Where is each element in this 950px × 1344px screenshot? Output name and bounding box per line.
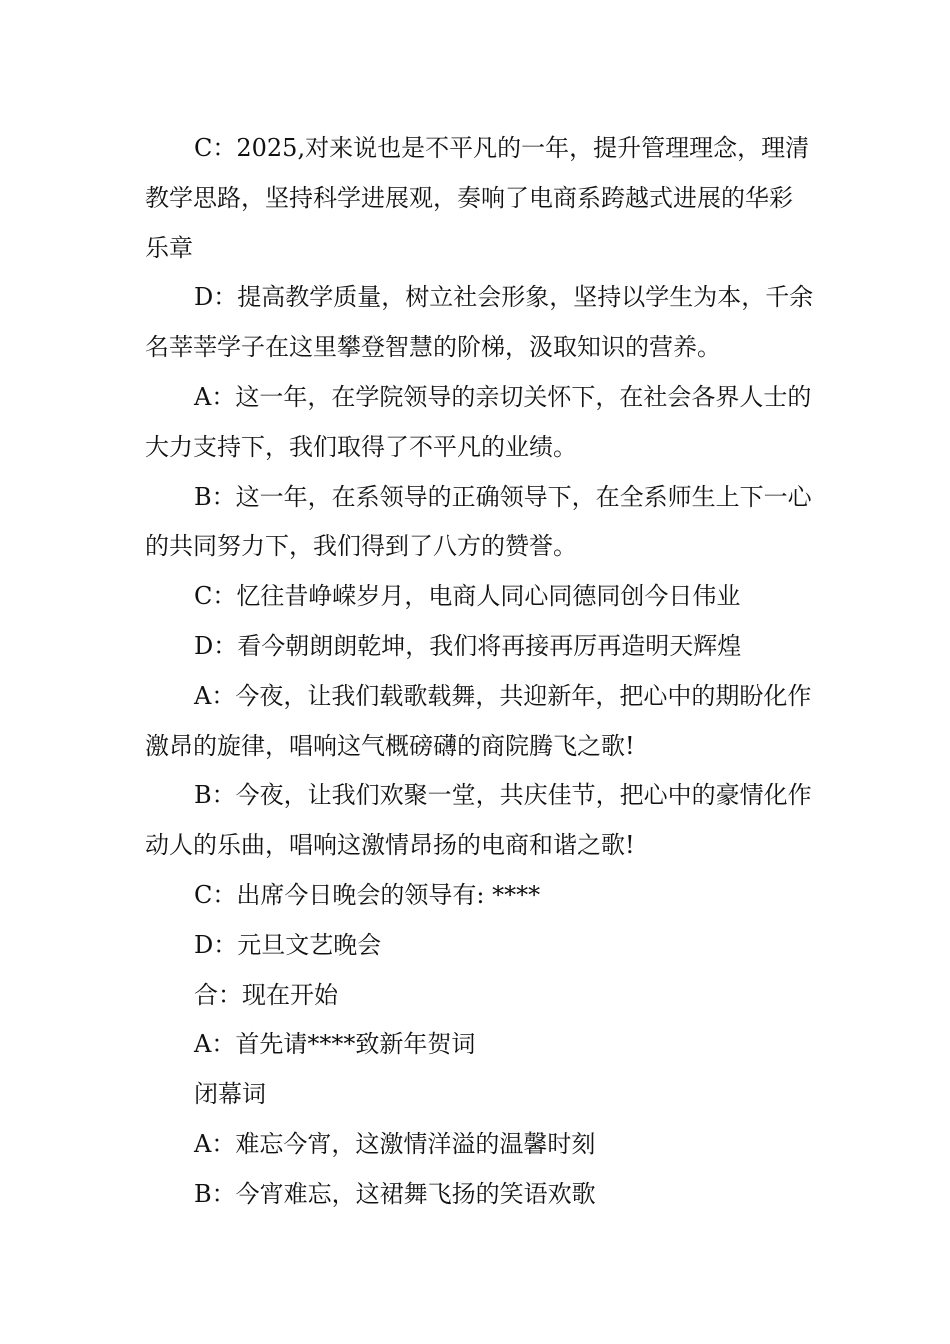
section-heading-closing-remarks: 闭幕词 <box>194 1080 266 1109</box>
paragraph: B：今夜，让我们欢聚一堂，共庆佳节，把心中的豪情化作动人的乐曲，唱响这激情昂扬的电商和谐之歌! <box>145 781 812 860</box>
paragraph: C：2025,对来说也是不平凡的一年，提升管理理念，理清教学思路，坚持科学进展观，奏响了电商系跨越式进展的华彩乐章 <box>145 134 810 262</box>
paragraph: D：元旦文艺晚会 <box>194 930 382 959</box>
paragraph: 合：现在开始 <box>194 980 338 1009</box>
paragraph: B：这一年，在系领导的正确领导下，在全系师生上下一心的共同努力下，我们得到了八方的赞誉。 <box>145 482 812 561</box>
paragraph: A：今夜，让我们载歌载舞，共迎新年，把心中的期盼化作激昂的旋律，唱响这气概磅礴的商院腾飞之歌! <box>145 681 812 760</box>
paragraph: C：忆往昔峥嵘岁月，电商人同心同德同创今日伟业 <box>194 582 741 611</box>
paragraph: B：今宵难忘，这裙舞飞扬的笑语欢歌 <box>194 1179 596 1208</box>
paragraph: D：看今朝朗朗乾坤，我们将再接再厉再造明天辉煌 <box>194 631 742 660</box>
document-body <box>145 124 815 1220</box>
paragraph: A：首先请****致新年贺词 <box>194 1030 476 1059</box>
paragraph: A：难忘今宵，这激情洋溢的温馨时刻 <box>194 1129 596 1158</box>
paragraph: C：出席今日晚会的领导有: **** <box>194 880 541 909</box>
paragraph: A：这一年，在学院领导的亲切关怀下，在社会各界人士的大力支持下，我们取得了不平凡的业绩。 <box>145 382 812 461</box>
paragraph: D：提高教学质量，树立社会形象，坚持以学生为本，千余名莘莘学子在这里攀登智慧的阶梯，汲取知识的营养。 <box>145 283 814 362</box>
